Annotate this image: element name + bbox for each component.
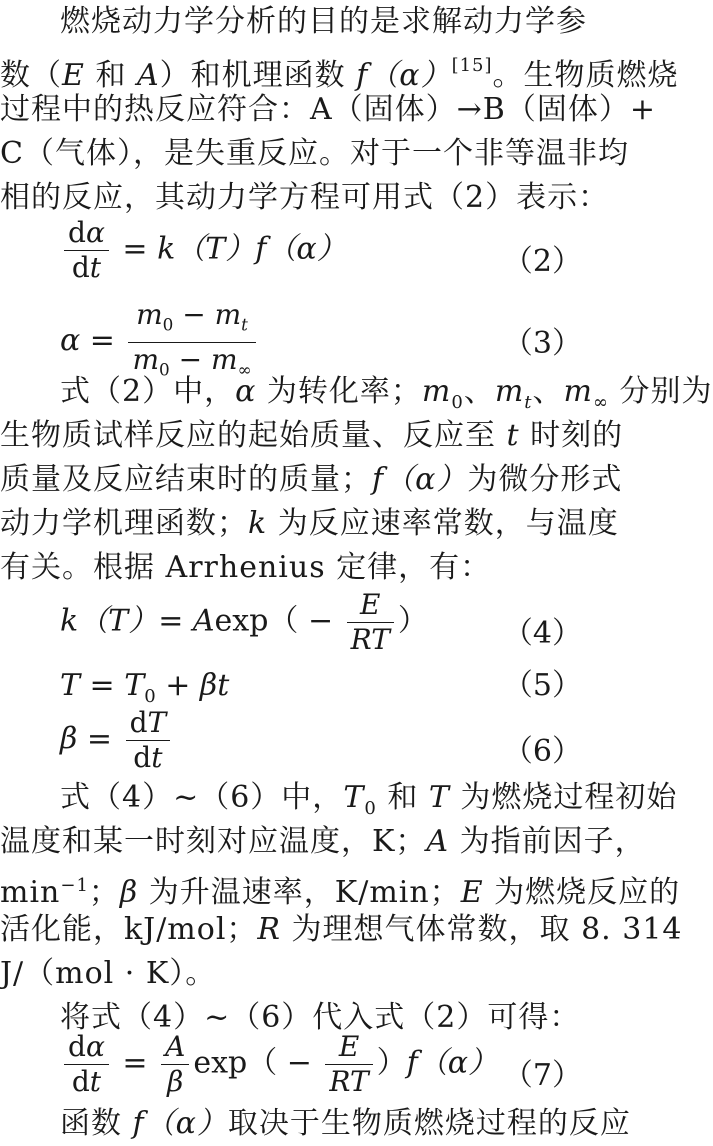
- equation-number: （3）: [502, 326, 582, 361]
- text-line: 将式（4）~（6）代入式（2）可得：: [60, 1000, 581, 1035]
- text-line: 相的反应，其动力学方程可用式（2）表示：: [0, 180, 610, 215]
- text-line: 过程中的热反应符合：A（固体）→B（固体）+: [0, 92, 656, 127]
- equation-number: （4）: [502, 616, 582, 651]
- text-line: J/（mol · K）。: [0, 956, 217, 991]
- equation-4: k（T）= Aexp（ − $\frac{E}{RT}$ ） （4）: [60, 588, 582, 656]
- text-line: 温度和某一时刻对应温度，K；A 为指前因子，: [0, 824, 646, 859]
- fraction: $\frac{A}{\beta}$: [161, 1030, 189, 1099]
- text-line: 函数 f（α）取决于生物质燃烧过程的反应: [60, 1106, 631, 1141]
- fraction: $\frac{dT}{dt}$: [126, 706, 171, 775]
- fraction: $\frac{E}{RT}$: [347, 588, 394, 657]
- fraction: $\frac{E}{RT}$: [325, 1030, 372, 1099]
- text-line: 活化能，kJ/mol；R 为理想气体常数，取 8. 314: [0, 912, 683, 947]
- text-line: 燃烧动力学分析的目的是求解动力学参: [60, 4, 587, 39]
- citation-ref: [15]: [451, 55, 493, 76]
- text-line: C（气体），是失重反应。对于一个非等温非均: [0, 136, 629, 171]
- equation-7: $\frac{d\alpha}{dt}$ = $\frac{A}{\beta}$ exp（ − $\frac{E}{RT}$ ）f（α） （7）: [0, 1030, 600, 1104]
- text-line: 质量及反应结束时的质量；f（α）为微分形式: [0, 462, 623, 497]
- equation-6: β = $\frac{dT}{dt}$ （6）: [60, 706, 582, 774]
- text-line: 有关。根据 Arrhenius 定律，有：: [0, 550, 492, 585]
- equation-5: $T = T_0 + \beta t$ （5）: [0, 664, 600, 708]
- text-line: 动力学机理函数；k 为反应速率常数，与温度: [0, 506, 619, 541]
- equation-number: （7）: [502, 1058, 582, 1093]
- equation-number: （6）: [502, 734, 582, 769]
- equation-number: （2）: [502, 244, 582, 279]
- text-line: 数（E 和 A）和机理函数 f（α）[15]。生物质燃烧: [0, 55, 679, 93]
- text-line: 式（4）~（6）中，$T_0$ 和 T 为燃烧过程初始: [60, 780, 678, 819]
- text-line: 生物质试样反应的起始质量、反应至 t 时刻的: [0, 418, 624, 453]
- equation-3: α = $\frac{m_0 - m_t}{m_0 - m_\infty}$ （3）: [0, 298, 600, 372]
- fraction: $\frac{d\alpha}{dt}$: [64, 1030, 109, 1099]
- text-line: 式（2）中，α 为转化率；$m_0$、$m_t$、$m_\infty$ 分别为: [60, 374, 713, 413]
- fraction: $\frac{d\alpha}{dt}$: [64, 216, 109, 285]
- equation-2: $\frac{d\alpha}{dt}$ = k（T）f（α） （2）: [0, 216, 600, 290]
- equation-number: （5）: [502, 668, 582, 703]
- fraction: $\frac{m_0 - m_t}{m_0 - m_\infty}$: [128, 298, 255, 386]
- text-line: $\min^{-1}$；β 为升温速率，K/min；E 为燃烧反应的: [0, 875, 681, 910]
